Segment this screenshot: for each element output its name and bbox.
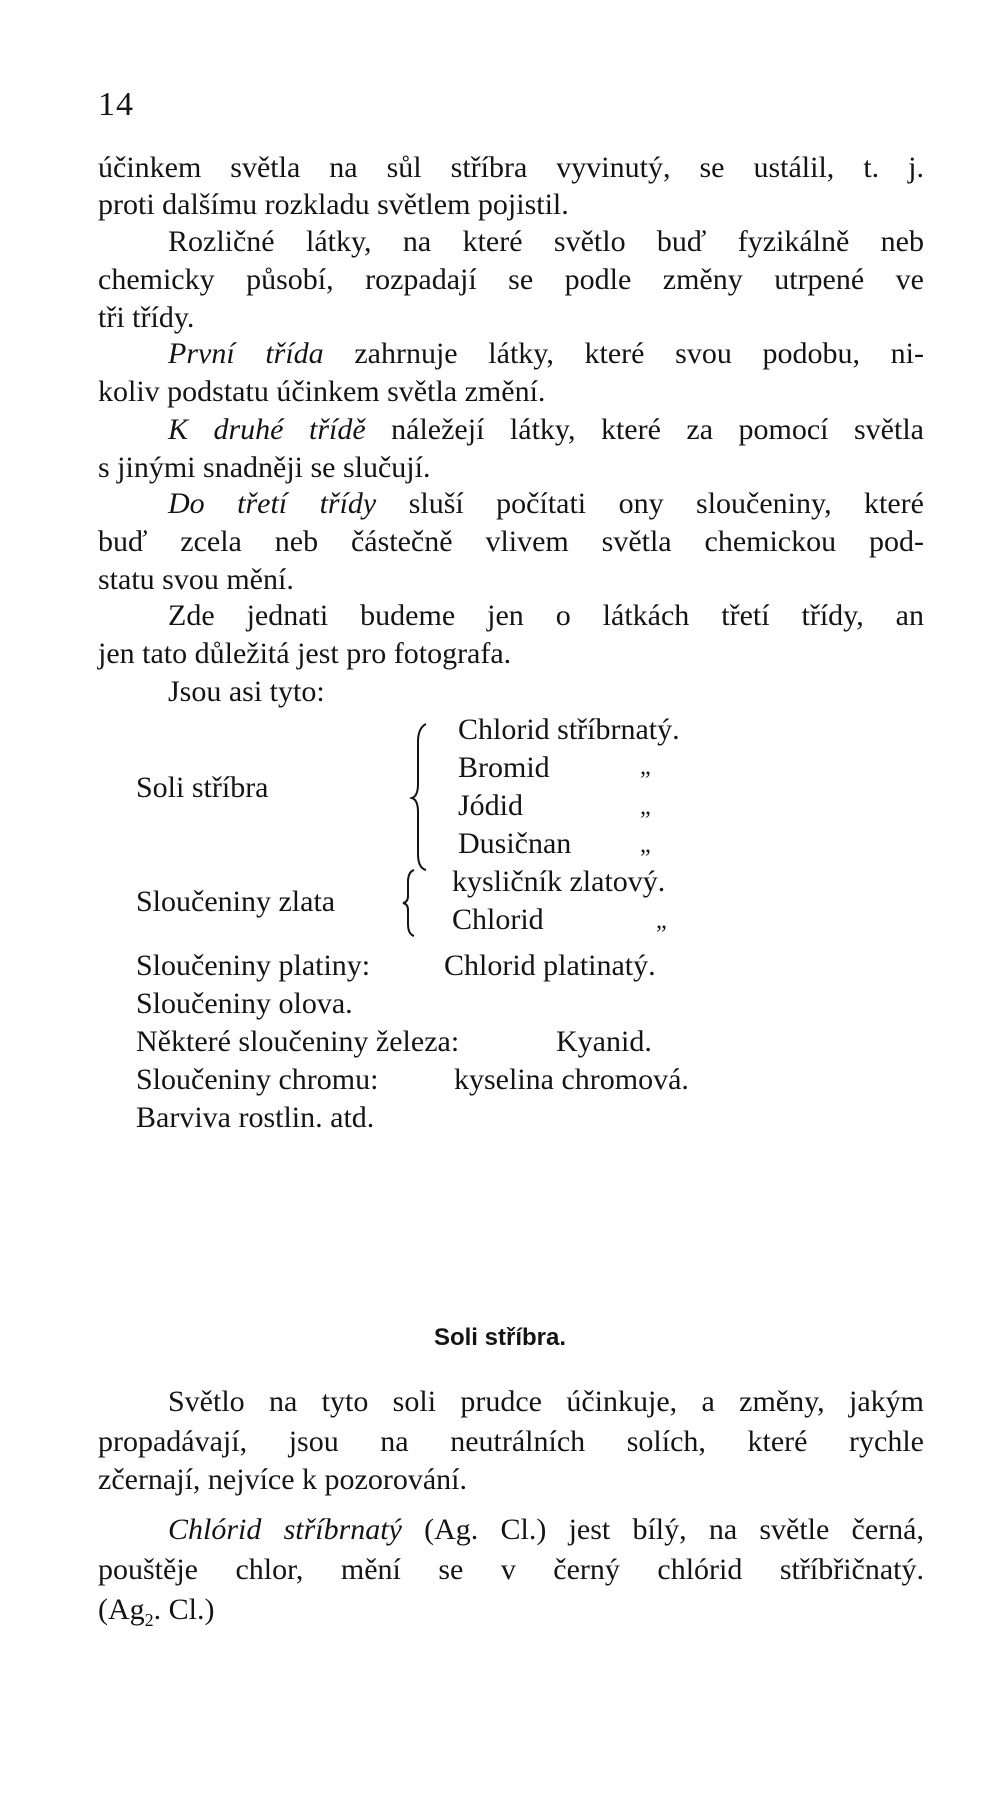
text-line: s jinými snadněji se slučují. bbox=[98, 451, 431, 484]
ditto-mark: „ bbox=[640, 754, 651, 780]
text-line bbox=[168, 412, 924, 448]
formula-line bbox=[98, 1592, 924, 1638]
chrome-item: kyselina chromová. bbox=[454, 1063, 689, 1096]
gold-compounds-label: Sloučeniny zlata bbox=[136, 885, 336, 918]
formula-part: (Ag bbox=[98, 1593, 145, 1626]
text-line: buď zcela neb částečně vlivem světla chemickou pod- bbox=[98, 525, 924, 558]
text-line: Světlo na tyto soli prudce účinkuje, a změny, jakým bbox=[168, 1385, 924, 1418]
text-span: zahrnuje látky, které svou podobu, ni- bbox=[323, 337, 924, 370]
text-line: jen tato důležitá jest pro fotografa. bbox=[98, 637, 512, 670]
ditto-mark: „ bbox=[640, 832, 651, 858]
text-line: účinkem světla na sůl stříbra vyvinutý, se ustálil, t. j. bbox=[98, 151, 924, 184]
text-span: náležejí látky, které za pomocí světla bbox=[365, 413, 924, 446]
gold-item: kysličník zlatový. bbox=[452, 865, 666, 898]
text-line: chemicky působí, rozpadají se podle změny utrpené ve bbox=[98, 263, 924, 296]
text-line bbox=[168, 486, 924, 522]
silver-item: Jódid bbox=[458, 789, 524, 822]
section-heading: Soli stříbra. bbox=[433, 1324, 567, 1351]
ditto-mark: „ bbox=[656, 908, 667, 934]
text-line bbox=[168, 336, 924, 372]
text-line: pouštěje chlor, mění se v černý chlórid stříbřičnatý. bbox=[98, 1553, 924, 1586]
text-line: zčernají, nejvíce k pozorování. bbox=[98, 1463, 467, 1496]
silver-item: Bromid bbox=[458, 751, 550, 784]
brace-gold bbox=[400, 868, 420, 938]
text-line: propadávají, jsou na neutrálních solích, které rychle bbox=[98, 1425, 924, 1458]
text-line: Rozličné látky, na které světlo buď fyzikálně neb bbox=[168, 225, 924, 258]
text-span: sluší počítati ony sloučeniny, které bbox=[376, 487, 924, 520]
platinum-item: Chlorid platinatý. bbox=[444, 949, 656, 982]
italic-term: První třída bbox=[168, 337, 324, 370]
silver-item: Chlorid stříbrnatý. bbox=[458, 713, 680, 746]
formula-part: . Cl.) bbox=[153, 1593, 215, 1626]
text-line: Jsou asi tyto: bbox=[168, 675, 325, 708]
iron-item: Kyanid. bbox=[556, 1025, 652, 1058]
formula-subscript: 2 bbox=[144, 1610, 154, 1630]
silver-salts-label: Soli stříbra bbox=[136, 771, 269, 804]
italic-term: Do třetí třídy bbox=[168, 487, 377, 520]
page-number: 14 bbox=[98, 86, 134, 123]
brace-silver bbox=[408, 722, 432, 872]
text-line: proti dalšímu rozkladu světlem pojistil. bbox=[98, 188, 569, 221]
italic-term: Chlórid stříbrnatý bbox=[168, 1513, 402, 1546]
platinum-label: Sloučeniny platiny: bbox=[136, 949, 371, 982]
lead-label: Sloučeniny olova. bbox=[136, 987, 353, 1020]
text-line: Zde jednati budeme jen o látkách třetí třídy, an bbox=[168, 599, 924, 632]
text-span: (Ag. Cl.) jest bílý, na světle černá, bbox=[401, 1513, 924, 1546]
ditto-mark: „ bbox=[640, 794, 651, 820]
italic-term: K druhé třídě bbox=[168, 413, 366, 446]
text-line bbox=[168, 1512, 924, 1548]
text-line: tři třídy. bbox=[98, 301, 195, 334]
gold-item: Chlorid bbox=[452, 903, 544, 936]
iron-label: Některé sloučeniny železa: bbox=[136, 1025, 460, 1058]
text-line: koliv podstatu účinkem světla změní. bbox=[98, 375, 546, 408]
silver-item: Dusičnan bbox=[458, 827, 572, 860]
chrome-label: Sloučeniny chromu: bbox=[136, 1063, 379, 1096]
dyes-label: Barviva rostlin. atd. bbox=[136, 1101, 375, 1134]
text-line: statu svou mění. bbox=[98, 563, 294, 596]
